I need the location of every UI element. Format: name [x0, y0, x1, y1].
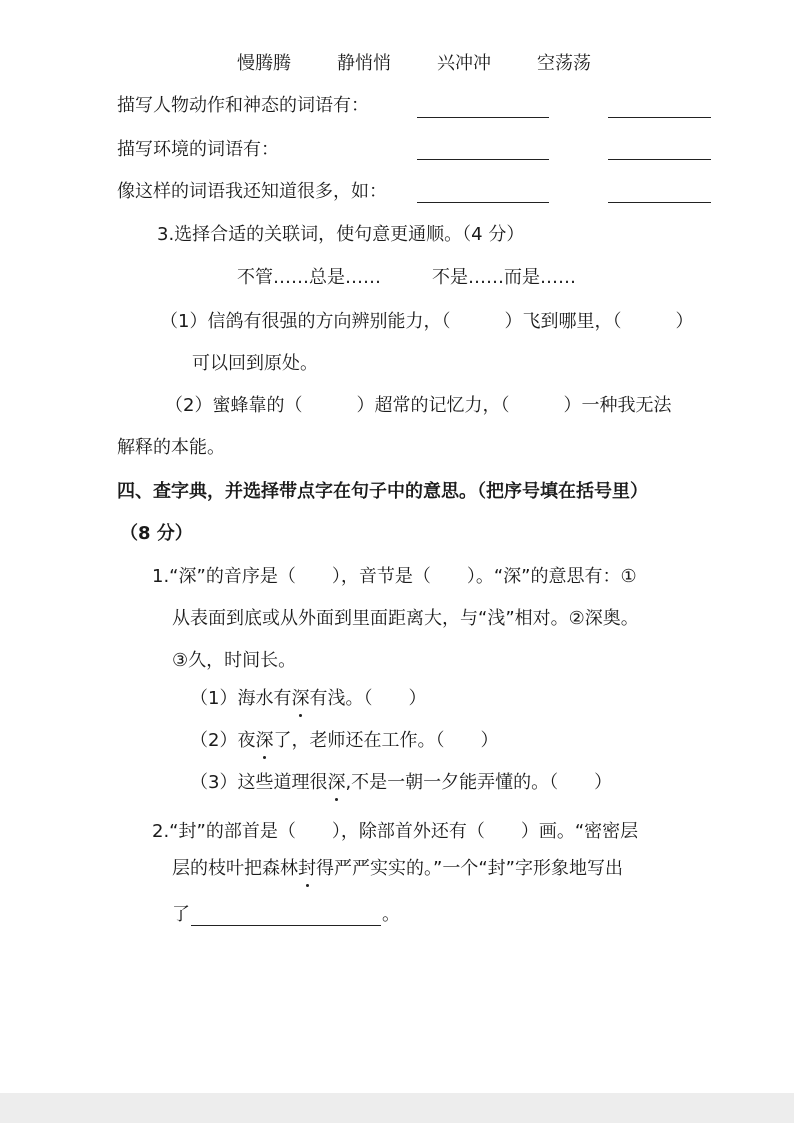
- s4-q2-line3-end: 。: [382, 904, 400, 925]
- q3-item-2-line2: 解释的本能。: [117, 437, 225, 458]
- q3-item-2-line1: （2）蜜蜂靠的（ ）超常的记忆力，（ ）一种我无法: [165, 395, 672, 416]
- q3-title: 3.选择合适的关联词，使句意更通顺。（4 分）: [157, 224, 525, 245]
- answer-line[interactable]: [608, 202, 711, 203]
- s4-q1-line3: ③久，时间长。: [172, 650, 297, 671]
- answer-line[interactable]: [608, 117, 711, 118]
- section-4-title: 四、查字典，并选择带点字在句子中的意思。（把序号填在括号里）: [117, 481, 648, 502]
- s4-q1-line2: 从表面到底或从外面到里面距离大，与“浅”相对。②深奥。: [172, 608, 639, 629]
- word-bank-item: 静悄悄: [337, 53, 391, 74]
- conjunction-option: 不管……总是……: [237, 267, 381, 288]
- answer-line[interactable]: [608, 159, 711, 160]
- s4-q2-line2: 层的枝叶把森林封得严严实实的。”一个“封”字形象地写出: [172, 858, 623, 879]
- dotted-character: 深: [255, 730, 274, 751]
- s4-q2-line1: 2.“封”的部首是（ ），除部首外还有（ ）画。“密密层: [152, 821, 639, 842]
- section-4-score: （8 分）: [120, 523, 193, 544]
- dotted-character: 深: [291, 688, 310, 709]
- s4-q1-sub-3: （3）这些道理很深,不是一朝一夕能弄懂的。（ ）: [190, 772, 613, 793]
- s4-q1-sub-2: （2）夜深了，老师还在工作。（ ）: [190, 730, 499, 751]
- answer-line[interactable]: [417, 202, 549, 203]
- bottom-scroll-bar: [0, 1093, 794, 1123]
- s4-q1-line1: 1.“深”的音序是（ ），音节是（ ）。“深”的意思有：①: [152, 566, 637, 587]
- dotted-character: 深: [327, 772, 346, 793]
- answer-line[interactable]: [417, 159, 549, 160]
- s4-q2-line3-start: 了: [172, 904, 190, 925]
- word-bank-item: 空荡荡: [537, 53, 591, 74]
- q3-item-1-line2: 可以回到原处。: [192, 353, 318, 374]
- answer-line[interactable]: [417, 117, 549, 118]
- dotted-character: 封: [298, 858, 316, 879]
- s4-q1-sub-1: （1）海水有深有浅。（ ）: [190, 688, 427, 709]
- word-bank-item: 慢腾腾: [237, 53, 291, 74]
- fill-label-character-words: 描写人物动作和神态的词语有：: [117, 95, 369, 116]
- word-bank-item: 兴冲冲: [437, 53, 491, 74]
- conjunction-option: 不是……而是……: [432, 267, 576, 288]
- fill-label-environment-words: 描写环境的词语有：: [117, 139, 279, 160]
- answer-line[interactable]: [191, 925, 381, 926]
- fill-label-more-words: 像这样的词语我还知道很多，如：: [117, 181, 387, 202]
- q3-item-1-line1: （1）信鸽有很强的方向辨别能力，（ ）飞到哪里，（ ）: [160, 311, 694, 332]
